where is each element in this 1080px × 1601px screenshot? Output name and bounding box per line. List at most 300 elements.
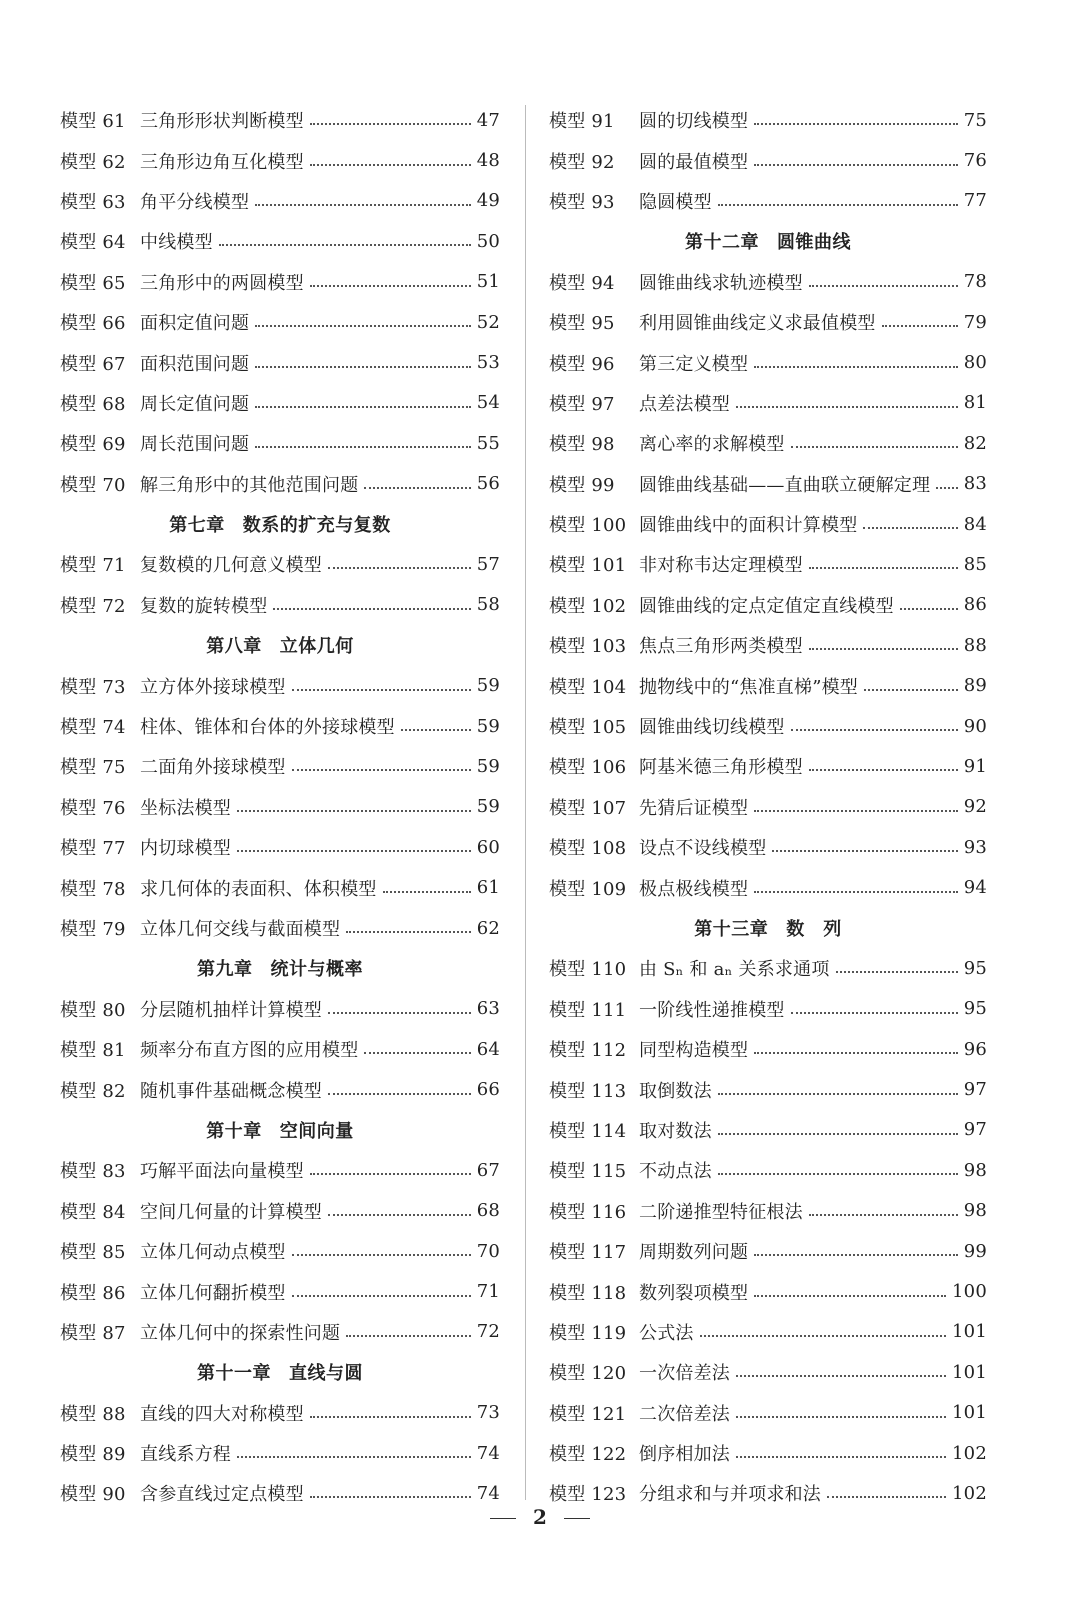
page-ref: 71 [476,1281,500,1303]
toc-entry[interactable] [549,504,987,544]
chapter-title: 统计与概率 [270,959,363,981]
toc-entry[interactable] [549,100,987,140]
page-ref: 102 [952,1482,987,1504]
model-number: 模型 78 [60,878,126,900]
dot-leader [754,1254,957,1256]
toc-entry[interactable] [549,140,987,180]
model-number: 模型 69 [60,434,126,456]
page-ref: 59 [476,675,500,697]
model-title: 一次倍差法 [639,1363,730,1385]
model-title: 圆锥曲线求轨迹模型 [639,272,803,294]
model-number: 模型 67 [60,353,126,375]
model-number: 模型 74 [60,717,126,739]
toc-entry[interactable] [60,827,500,867]
model-title: 立方体外接球模型 [140,676,286,698]
dot-leader [754,366,957,368]
model-title: 随机事件基础概念模型 [140,1080,322,1102]
dot-leader [292,1254,471,1256]
model-title: 阿基米德三角形模型 [639,757,803,779]
page-ref: 59 [476,715,500,737]
dot-leader [772,850,957,852]
dot-leader [754,123,957,125]
page-ref: 59 [476,755,500,777]
toc-entry[interactable] [60,1191,500,1231]
model-title: 巧解平面法向量模型 [140,1161,304,1183]
model-title: 取倒数法 [639,1080,712,1102]
model-title: 求几何体的表面积、体积模型 [140,878,377,900]
dot-leader [863,527,957,529]
page-ref: 49 [476,190,500,212]
toc-entry[interactable] [60,1150,500,1190]
model-title: 直线系方程 [140,1444,231,1466]
dot-leader [310,1496,471,1498]
toc-entry[interactable] [549,302,987,342]
toc-entry[interactable] [549,787,987,827]
chapter-heading [60,948,500,988]
model-title: 面积定值问题 [140,313,250,335]
page-ref: 96 [963,1038,987,1060]
page-ref: 97 [963,1079,987,1101]
page-ref: 54 [476,392,500,414]
toc-entry[interactable] [60,1231,500,1271]
toc-entry[interactable] [60,544,500,584]
page-ref: 97 [963,1119,987,1141]
chapter-heading [549,908,987,948]
model-title: 含参直线过定点模型 [140,1484,304,1506]
footer-dash-right [564,1518,590,1519]
toc-entry[interactable] [60,585,500,625]
toc-entry[interactable] [549,464,987,504]
model-title: 解三角形中的其他范围问题 [140,474,359,496]
model-number: 模型 80 [60,999,126,1021]
page-ref: 86 [963,594,987,616]
dot-leader [736,406,958,408]
model-title: 圆锥曲线基础——直曲联立硬解定理 [639,474,931,496]
model-number: 模型 113 [549,1080,627,1102]
column-divider [525,105,526,1500]
model-number: 模型 119 [549,1322,627,1344]
page-ref: 63 [476,998,500,1020]
model-number: 模型 87 [60,1322,126,1344]
model-number: 模型 95 [549,313,615,335]
toc-entry[interactable] [60,302,500,342]
model-title: 频率分布直方图的应用模型 [140,1040,359,1062]
dot-leader [310,1416,471,1418]
toc-entry[interactable] [549,1110,987,1150]
page-ref: 98 [963,1200,987,1222]
model-number: 模型 110 [549,959,627,981]
dot-leader [736,1416,946,1418]
model-number: 模型 83 [60,1161,126,1183]
model-title: 隐圆模型 [639,191,712,213]
dot-leader [292,1295,471,1297]
page-ref: 88 [963,634,987,656]
model-number: 模型 79 [60,919,126,940]
page-ref: 95 [963,957,987,979]
toc-entry[interactable] [60,423,500,463]
toc-entry[interactable] [549,1271,987,1311]
model-number: 模型 104 [549,676,627,698]
model-title: 分组求和与并项求和法 [639,1484,821,1506]
model-title: 一阶线性递推模型 [639,999,785,1021]
toc-entry[interactable] [60,1433,500,1473]
toc-entry[interactable] [549,1150,987,1190]
model-title: 周长定值问题 [140,393,250,415]
model-number: 模型 101 [549,555,627,577]
model-number: 模型 106 [549,757,627,779]
dot-leader [310,123,471,125]
model-title: 分层随机抽样计算模型 [140,999,322,1021]
dot-leader [364,1052,470,1054]
toc-entry[interactable] [60,383,500,423]
model-number: 模型 116 [549,1201,627,1223]
page-ref: 82 [963,432,987,454]
model-number: 模型 61 [60,111,126,133]
page-ref: 64 [476,1038,500,1060]
model-number: 模型 99 [549,474,615,496]
page-ref: 92 [963,796,987,818]
model-number: 模型 75 [60,757,126,779]
chapter-heading [60,504,500,544]
toc-entry[interactable] [549,867,987,907]
chapter-title: 直线与圆 [289,1363,363,1385]
page-ref: 102 [952,1442,987,1464]
page-ref: 57 [476,553,500,575]
page-ref: 95 [963,998,987,1020]
toc-entry[interactable] [549,948,987,988]
dot-leader [882,325,958,327]
toc-entry[interactable] [60,1312,500,1352]
model-title: 空间几何量的计算模型 [140,1201,322,1223]
model-title: 角平分线模型 [140,191,250,213]
page-ref: 100 [952,1281,987,1303]
toc-entry[interactable] [60,1069,500,1109]
dot-leader [754,891,957,893]
toc-entry[interactable] [549,1191,987,1231]
dot-leader [310,164,471,166]
toc-entry[interactable] [549,342,987,382]
toc-entry[interactable] [60,181,500,221]
chapter-heading [549,221,987,261]
model-title: 面积范围问题 [140,353,250,375]
model-title: 柱体、锥体和台体的外接球模型 [140,717,395,739]
toc-entry[interactable] [60,262,500,302]
dot-leader [328,1214,471,1216]
model-title: 三角形形状判断模型 [140,111,304,133]
page-ref: 77 [963,190,987,212]
page-ref: 81 [963,392,987,414]
page-ref: 99 [963,1240,987,1262]
model-number: 模型 85 [60,1242,126,1264]
model-number: 模型 105 [549,717,627,739]
page-ref: 74 [476,1442,500,1464]
model-title: 同型构造模型 [639,1040,749,1062]
chapter-heading [60,1110,500,1150]
model-number: 模型 98 [549,434,615,456]
model-number: 模型 63 [60,191,126,213]
toc-right-column [549,100,987,1514]
page-ref: 79 [963,311,987,333]
page-ref: 74 [476,1482,500,1504]
toc-entry[interactable] [549,1231,987,1271]
page-ref: 52 [476,311,500,333]
model-title: 设点不设线模型 [639,838,767,860]
model-title: 先猜后证模型 [639,797,749,819]
model-number: 模型 114 [549,1120,627,1142]
toc-entry[interactable] [60,665,500,705]
dot-leader [255,204,470,206]
dot-leader [310,1173,471,1175]
model-number: 模型 120 [549,1363,627,1385]
model-title: 数列裂项模型 [639,1282,749,1304]
model-number: 模型 66 [60,313,126,335]
toc-entry[interactable] [60,867,500,907]
page-number: 2 [533,1505,547,1529]
dot-leader [791,1012,958,1014]
page-ref: 84 [963,513,987,535]
dot-leader [809,769,958,771]
model-number: 模型 107 [549,797,627,819]
toc-entry[interactable] [60,464,500,504]
dot-leader [827,1496,946,1498]
dot-leader [328,1093,471,1095]
toc-entry[interactable] [549,625,987,665]
chapter-heading [60,625,500,665]
page-ref: 80 [963,352,987,374]
model-title: 中线模型 [140,232,213,254]
model-title: 不动点法 [639,1161,712,1183]
dot-leader [346,1335,470,1337]
page-ref: 66 [476,1079,500,1101]
toc-entry[interactable] [549,423,987,463]
dot-leader [255,366,470,368]
model-title: 利用圆锥曲线定义求最值模型 [639,313,876,335]
chapter-heading [60,1352,500,1392]
page-ref: 68 [476,1200,500,1222]
chapter-title: 数 列 [786,919,842,940]
model-title: 圆的最值模型 [639,151,749,173]
toc-entry[interactable] [549,1393,987,1433]
page-ref: 78 [963,271,987,293]
toc-entry[interactable] [60,342,500,382]
toc-entry[interactable] [549,1312,987,1352]
model-title: 非对称韦达定理模型 [639,555,803,577]
page-ref: 59 [476,796,500,818]
page-ref: 76 [963,150,987,172]
page-ref: 60 [476,836,500,858]
model-number: 模型 90 [60,1484,126,1506]
model-number: 模型 73 [60,676,126,698]
toc-entry[interactable] [549,1029,987,1069]
toc-entry[interactable] [60,908,500,948]
toc-entry[interactable] [60,989,500,1029]
model-title: 圆锥曲线中的面积计算模型 [639,515,858,537]
toc-entry[interactable] [549,262,987,302]
chapter-number: 第八章 [206,636,262,658]
dot-leader [809,285,958,287]
toc-entry[interactable] [549,544,987,584]
model-number: 模型 65 [60,272,126,294]
model-number: 模型 102 [549,595,627,617]
model-title: 立体几何动点模型 [140,1242,286,1264]
page-ref: 83 [963,473,987,495]
page-ref: 70 [476,1240,500,1262]
dot-leader [718,1093,958,1095]
toc-entry[interactable] [60,100,500,140]
model-title: 内切球模型 [140,838,231,860]
model-number: 模型 82 [60,1080,126,1102]
dot-leader [809,648,958,650]
model-number: 模型 94 [549,272,615,294]
model-number: 模型 70 [60,474,126,496]
toc-entry[interactable] [60,706,500,746]
model-number: 模型 64 [60,232,126,254]
dot-leader [237,1456,471,1458]
model-number: 模型 112 [549,1040,627,1062]
page-ref: 85 [963,553,987,575]
toc-entry[interactable] [60,221,500,261]
model-number: 模型 86 [60,1282,126,1304]
dot-leader [292,689,471,691]
toc-entry[interactable] [549,383,987,423]
dot-leader [754,1052,957,1054]
model-number: 模型 93 [549,191,615,213]
page-ref: 93 [963,836,987,858]
page-ref: 50 [476,230,500,252]
model-title: 坐标法模型 [140,797,231,819]
page-ref: 101 [952,1402,987,1424]
toc-entry[interactable] [549,665,987,705]
dot-leader [936,487,957,489]
model-title: 公式法 [639,1322,694,1344]
page-ref: 73 [476,1402,500,1424]
dot-leader [754,810,957,812]
dot-leader [791,729,958,731]
model-number: 模型 115 [549,1161,627,1183]
model-number: 模型 103 [549,636,627,658]
dot-leader [736,1456,946,1458]
model-number: 模型 97 [549,393,615,415]
model-number: 模型 72 [60,595,126,617]
toc-entry[interactable] [549,989,987,1029]
dot-leader [401,729,471,731]
dot-leader [346,931,470,933]
page-ref: 55 [476,432,500,454]
toc-entry[interactable] [60,746,500,786]
toc-entry[interactable] [60,1271,500,1311]
page-ref: 53 [476,352,500,374]
toc-entry[interactable] [549,1069,987,1109]
chapter-title: 空间向量 [279,1120,354,1142]
toc-entry[interactable] [549,746,987,786]
model-number: 模型 123 [549,1484,627,1506]
dot-leader [219,244,471,246]
model-number: 模型 88 [60,1403,126,1425]
model-title: 焦点三角形两类模型 [639,636,803,658]
chapter-number: 第七章 [169,515,225,537]
model-number: 模型 109 [549,878,627,900]
model-number: 模型 81 [60,1040,126,1062]
dot-leader [255,446,470,448]
dot-leader [809,567,958,569]
chapter-number: 第十二章 [685,232,759,254]
model-title: 立体几何中的探索性问题 [140,1322,341,1344]
model-title: 立体几何交线与截面模型 [140,919,341,940]
model-number: 模型 96 [549,353,615,375]
page-ref: 101 [952,1321,987,1343]
model-title: 取对数法 [639,1120,712,1142]
toc-entry[interactable] [549,827,987,867]
page-ref: 90 [963,715,987,737]
model-number: 模型 89 [60,1444,126,1466]
toc-entry[interactable] [549,1352,987,1392]
dot-leader [255,406,470,408]
page-ref: 98 [963,1159,987,1181]
toc-entry[interactable] [60,1029,500,1069]
chapter-number: 第十一章 [197,1363,271,1385]
toc-entry[interactable] [549,181,987,221]
chapter-title: 立体几何 [279,636,354,658]
chapter-title: 数系的扩充与复数 [242,515,391,537]
model-number: 模型 77 [60,838,126,860]
model-title: 由 Sₙ 和 aₙ 关系求通项 [639,959,830,981]
toc-entry[interactable] [549,706,987,746]
model-title: 离心率的求解模型 [639,434,785,456]
model-number: 模型 117 [549,1242,627,1264]
toc-left-column [60,100,500,1514]
model-title: 复数的旋转模型 [140,595,268,617]
toc-entry[interactable] [549,1433,987,1473]
model-number: 模型 118 [549,1282,627,1304]
model-number: 模型 121 [549,1403,627,1425]
footer-dash-left [490,1518,516,1519]
dot-leader [328,567,471,569]
toc-entry[interactable] [60,140,500,180]
dot-leader [237,850,471,852]
toc-entry[interactable] [60,787,500,827]
model-number: 模型 71 [60,555,126,577]
dot-leader [791,446,958,448]
toc-entry[interactable] [60,1393,500,1433]
model-title: 点差法模型 [639,393,730,415]
model-number: 模型 108 [549,838,627,860]
page-ref: 51 [476,271,500,293]
model-title: 倒序相加法 [639,1444,730,1466]
dot-leader [310,285,471,287]
model-number: 模型 122 [549,1444,627,1466]
model-title: 圆锥曲线切线模型 [639,717,785,739]
page-footer [0,1505,1080,1529]
model-title: 直线的四大对称模型 [140,1403,304,1425]
dot-leader [383,891,471,893]
dot-leader [273,608,470,610]
model-number: 模型 76 [60,797,126,819]
dot-leader [700,1335,946,1337]
page-ref: 61 [476,877,500,899]
toc-entry[interactable] [549,585,987,625]
page-ref: 56 [476,473,500,495]
model-title: 周长范围问题 [140,434,250,456]
dot-leader [836,971,958,973]
page-ref: 101 [952,1361,987,1383]
model-title: 周期数列问题 [639,1242,749,1264]
dot-leader [754,1295,946,1297]
chapter-number: 第十章 [206,1120,262,1142]
model-title: 圆的切线模型 [639,111,749,133]
model-title: 二次倍差法 [639,1403,730,1425]
chapter-title: 圆锥曲线 [777,232,851,254]
model-number: 模型 111 [549,999,627,1021]
